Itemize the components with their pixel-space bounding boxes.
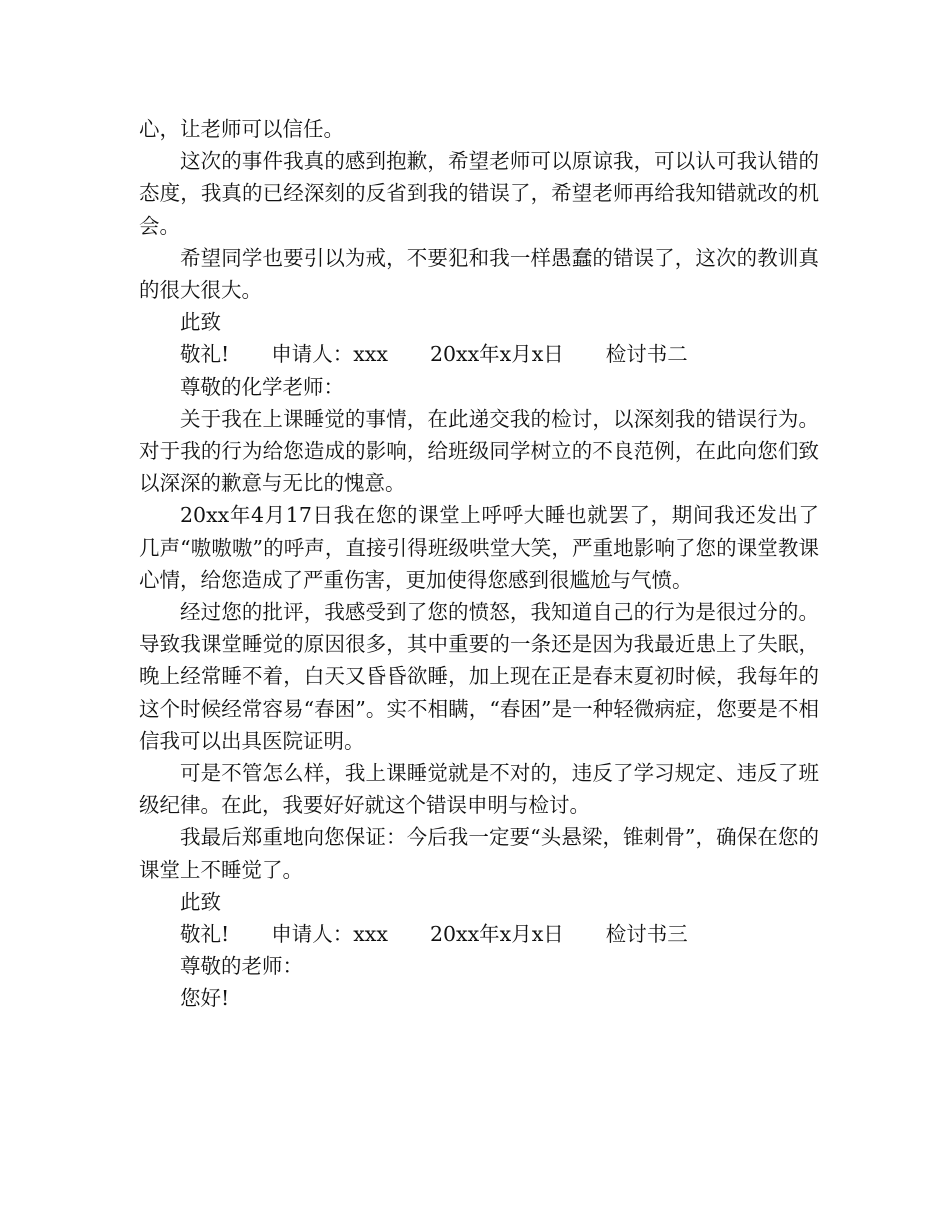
opening-hello: 您好! [180,986,230,1011]
applicant-text: 申请人：xxx [271,342,388,367]
signature-line-2 [139,918,819,950]
closing-cizhi: 此致 [180,310,221,335]
closing-cizhi-2: 此致 [180,889,221,914]
date-text: 20xx年x月x日 [429,342,564,367]
paragraph-continuation: 心，让老师可以信任。 [139,117,344,141]
section-title-3: 检讨书三 [605,922,688,947]
paragraph-letter2-intro: 关于我在上课睡觉的事情，在此递交我的检讨，以深刻我的错误行为。对于我的行为给您造成的影响，给班级同学树立的不良范例，在此向您们致以深深的歉意与无比的愧意。 [139,406,819,496]
signature-line-1 [139,338,819,370]
paragraph-letter2-reason: 经过您的批评，我感受到了您的愤怒，我知道自己的行为是很过分的。导致我课堂睡觉的原因很多，其中重要的一条还是因为我最近患上了失眠，晚上经常睡不着，白天又昏昏欲睡，加上现在正是春末夏初时候，我每年的这个时候经常容易“春困”。实不相瞒，“春困”是一种轻微病症，您要是不相信我可以出具医院证明。 [139,600,819,753]
greeting-chemistry-teacher: 尊敬的化学老师： [180,374,344,399]
paragraph-letter2-promise: 我最后郑重地向您保证：今后我一定要“头悬梁，锥刺骨”，确保在您的课堂上不睡觉了。 [139,825,819,882]
document-body [139,113,819,1015]
section-title-2: 检讨书二 [605,342,688,367]
date-text: 20xx年x月x日 [429,922,564,947]
paragraph-letter2-incident: 20xx年4月17日我在您的课堂上呼呼大睡也就罢了，期间我还发出了几声“嗷嗷嗷”的呼声，直接引得班级哄堂大笑，严重地影响了您的课堂教课心情，给您造成了严重伤害，更加使得您感到很尴尬与气愤。 [139,503,819,592]
paragraph-warning: 希望同学也要引以为戒，不要犯和我一样愚蠢的错误了，这次的教训真的很大很大。 [139,245,819,303]
greeting-teacher: 尊敬的老师： [180,954,303,979]
salute-text: 敬礼! [180,342,230,367]
paragraph-letter2-admission: 可是不管怎么样，我上课睡觉就是不对的，违反了学习规定、违反了班级纪律。在此，我要好好就这个错误申明与检讨。 [139,761,819,818]
paragraph-apology: 这次的事件我真的感到抱歉，希望老师可以原谅我，可以认可我认错的态度，我真的已经深刻的反省到我的错误了，希望老师再给我知错就改的机会。 [139,149,819,238]
salute-text: 敬礼! [180,922,230,947]
applicant-text: 申请人：xxx [271,922,388,947]
